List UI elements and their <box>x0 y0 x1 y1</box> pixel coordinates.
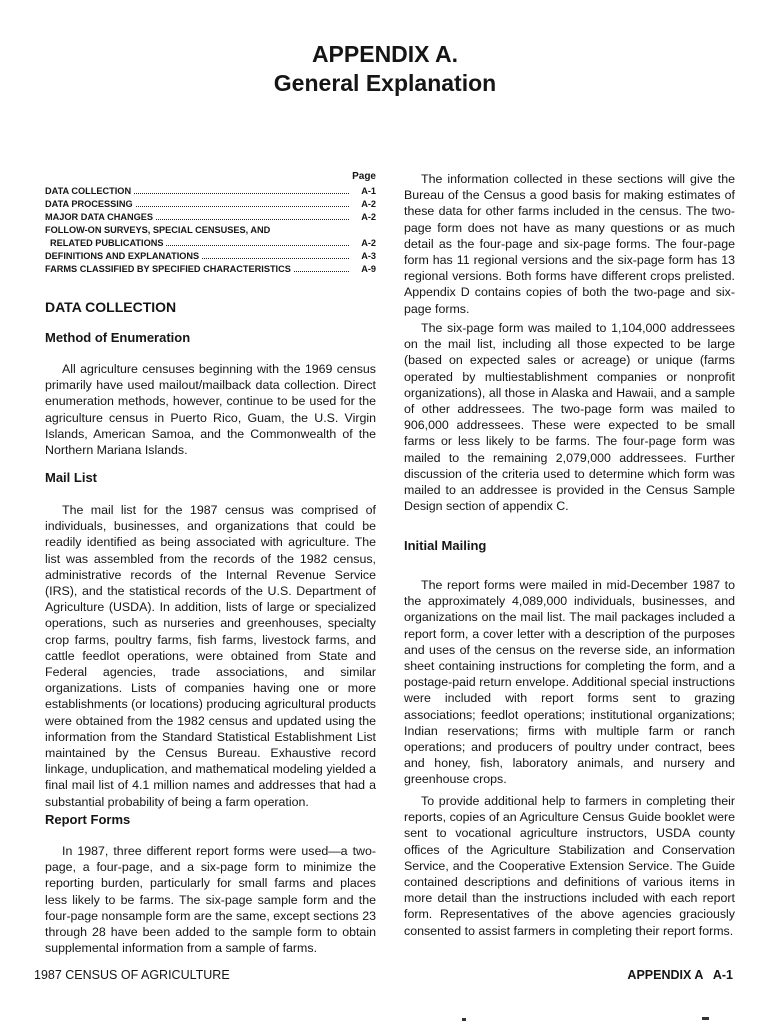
toc-entry-page: A-9 <box>361 264 376 274</box>
footer-publication: 1987 CENSUS OF AGRICULTURE <box>34 968 230 982</box>
toc-page-header: Page <box>352 171 376 182</box>
toc-entry <box>45 237 376 250</box>
title-line-1: APPENDIX A. <box>311 41 459 67</box>
paragraph-report-forms: In 1987, three different report forms were used—a two-page, a four-page, and a six-page form to minimize the reporting burden, particularly for small farms and places less likely to be farms. The six-page sample form and the four-page nonsample form are the same, except sections 23 through 28 have been added to the sample form to obtain supplemental information from a sample of farms. <box>45 844 376 956</box>
toc-leader <box>166 244 349 246</box>
toc-entry-page: A-2 <box>361 199 376 209</box>
toc-leader <box>136 205 349 207</box>
toc-entry-page: A-1 <box>361 186 376 196</box>
table-of-contents <box>45 170 376 276</box>
toc-leader <box>156 218 349 220</box>
paragraph-six-page-form: The six-page form was mailed to 1,104,000 addressees on the mail list, including all those expected to be large (based on expected sales or acreage) or unique (farms operated by multiestablishment companies or nonprofit organizations), all those in Alaska and Hawaii, and a sample of other addressees. The two-page form was mailed to 906,000 addressees. These were expected to be small farms or less likely to be farms. The four-page form was mailed to the remaining 2,079,000 addressees. Further discussion of the criteria used to determine which form was mailed to an addressee is provided in the Census Sample Design section of appendix C. <box>404 321 735 514</box>
page-title <box>0 40 770 98</box>
toc-entry-page: A-2 <box>361 212 376 222</box>
paragraph-enumeration: All agriculture censuses beginning with the 1969 census primarily have used mailout/mailback data collection. Direct enumeration methods, however, continue to be used for the agriculture census in Puerto Rico, Guam, the U.S. Virgin Islands, American Samoa, and the Commonwealth of the Northern Mariana Islands. <box>45 362 376 458</box>
toc-entry-label: DATA PROCESSING <box>45 199 133 209</box>
toc-entry-page: A-3 <box>361 251 376 261</box>
toc-leader <box>202 257 349 259</box>
toc-entry-label: DATA COLLECTION <box>45 186 132 196</box>
paragraph-initial-mailing: The report forms were mailed in mid-December 1987 to the approximately 4,089,000 individuals, businesses, and organizations on the mail list. The mail packages included a report form, a cover letter with a description of the purposes and uses of the census on the reverse side, an information sheet containing instructions for completing the form, and a postage-paid return envelope. Additional special instructions were included with report forms sent to grazing associations; feedlot operations; institutional organizations; Indian reservations; firms with multiple farm or ranch operations; and producers of poultry under contract, bees and honey, fish, laboratory animals, and nursery and greenhouse crops. <box>404 578 735 787</box>
heading-mail-list: Mail List <box>45 470 98 485</box>
scan-speck <box>462 1018 466 1021</box>
toc-entry <box>45 263 376 276</box>
toc-entry <box>45 224 376 237</box>
toc-leader <box>134 192 349 194</box>
toc-leader <box>294 270 349 272</box>
toc-entry <box>45 250 376 263</box>
toc-entry-label: DEFINITIONS AND EXPLANATIONS <box>45 251 200 261</box>
section-heading-data-collection: DATA COLLECTION <box>45 299 177 315</box>
paragraph-forms-info: The information collected in these sections will give the Bureau of the Census a good basis for making estimates of these data for other farms included in the census. The two-page form does not have as many questions or as much detail as the four-page and six-page forms. The four-page form has 11 regional versions and the six-page form has 13 regional versions. Both forms have different crops prelisted. Appendix D contains copies of both the two-page and six-page forms. <box>404 172 735 316</box>
paragraph-census-guide: To provide additional help to farmers in completing their reports, copies of an Agriculture Census Guide booklet were sent to vocational agriculture instructors, USDA county offices of the Agriculture Stabilization and Conservation Service, and the Cooperative Extension Service. The Guide contained descriptions and definitions of various items in more detail than the instructions included with each report form. Representatives of the above agencies graciously consented to assist farmers in completing their report forms. <box>404 794 735 938</box>
toc-entry <box>45 185 376 198</box>
toc-entry-page: A-2 <box>361 238 376 248</box>
footer-page-number: APPENDIX A A-1 <box>627 968 733 982</box>
heading-initial-mailing: Initial Mailing <box>404 538 487 553</box>
toc-entry <box>45 211 376 224</box>
paragraph-mail-list: The mail list for the 1987 census was comprised of individuals, businesses, and organizations that could be readily identified as being associated with agriculture. The list was assembled from the records of the 1982 census, administrative records of the Internal Revenue Service (IRS), and the statistical records of the U.S. Department of Agriculture (USDA). In addition, lists of large or specialized operations, such as nurseries and greenhouses, specialty crop farms, poultry farms, fish farms, livestock farms, and cattle feedlot operations, were obtained from State and Federal agencies, trade associations, and similar organizations. Lists of companies having one or more establishments (or locations) producing agricultural products were obtained from the 1982 census and updated using the information from the Standard Statistical Establishment List maintained by the Census Bureau. Exhaustive record linkage, unduplication, and mathematical modeling yielded a final mail list of 4.1 million names and addresses that had a substantial probability of being a farm operation. <box>45 503 376 809</box>
toc-entry <box>45 198 376 211</box>
title-line-2: General Explanation <box>273 70 497 96</box>
toc-entry-label: FARMS CLASSIFIED BY SPECIFIED CHARACTERISTICS <box>45 264 291 274</box>
scan-speck <box>702 1017 709 1020</box>
toc-entry-label: FOLLOW-ON SURVEYS, SPECIAL CENSUSES, AND <box>45 225 271 235</box>
toc-entry-label: RELATED PUBLICATIONS <box>50 238 164 248</box>
toc-entry-label: MAJOR DATA CHANGES <box>45 212 154 222</box>
heading-report-forms: Report Forms <box>45 812 131 827</box>
heading-method-of-enumeration: Method of Enumeration <box>45 330 191 345</box>
